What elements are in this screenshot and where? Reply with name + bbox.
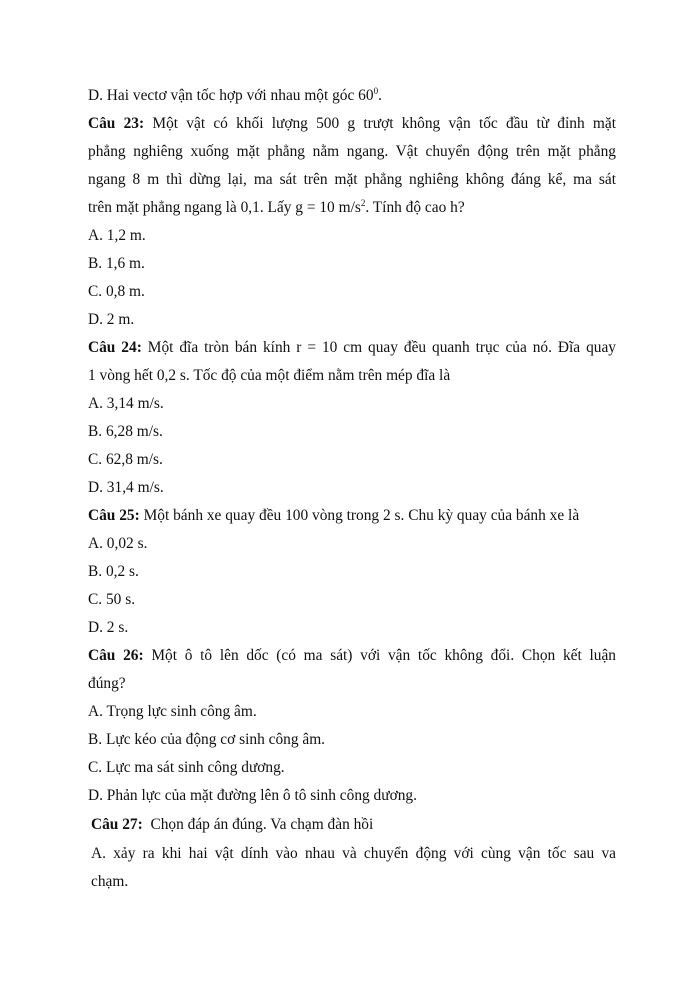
q24-option-c: C. 62,8 m/s. — [88, 451, 163, 468]
question-26-line-2: đúng? — [88, 675, 126, 692]
q26-option-a: A. Trọng lực sinh công âm. — [88, 703, 257, 720]
q24-option-d: D. 31,4 m/s. — [88, 479, 164, 496]
question-24-line-2: 1 vòng hết 0,2 s. Tốc độ của một điểm nằm trên mép đĩa là — [88, 367, 451, 384]
prev-option-d: D. Hai vectơ vận tốc hợp với nhau một góc $60^0$. — [88, 86, 382, 104]
question-23-line-4: trên mặt phẳng ngang là 0,1. Lấy g = 10 $m/s^2$. Tính độ cao h? — [88, 198, 465, 216]
q23-option-c: C. 0,8 m. — [88, 283, 145, 300]
q25-option-a: A. 0,02 s. — [88, 535, 148, 552]
q26-option-d: D. Phản lực của mặt đường lên ô tô sinh công dương. — [88, 787, 417, 804]
question-26-line-1: Câu 26: Một ô tô lên dốc (có ma sát) với vận tốc không đổi. Chọn kết luận — [88, 647, 616, 664]
question-25-label: Câu 25: — [88, 507, 140, 524]
question-24-label: Câu 24: — [88, 339, 142, 356]
question-23-label: Câu 23: — [88, 115, 145, 132]
q24-option-b: B. 6,28 m/s. — [88, 423, 163, 440]
q24-option-a: A. 3,14 m/s. — [88, 395, 164, 412]
q27-option-a-line-1: A. xảy ra khi hai vật dính vào nhau và chuyển động với cùng vận tốc sau va — [91, 845, 616, 862]
q23-option-b: B. 1,6 m. — [88, 255, 145, 272]
question-24-line-1: Câu 24: Một đĩa tròn bán kính r = 10 cm quay đều quanh trục của nó. Đĩa quay — [88, 339, 616, 356]
q25-option-d: D. 2 s. — [88, 619, 129, 636]
question-26-label: Câu 26: — [88, 647, 144, 664]
q27-option-a-line-2: chạm. — [91, 873, 129, 890]
question-27-label: Câu 27: — [91, 816, 143, 833]
q23-option-a: A. 1,2 m. — [88, 227, 146, 244]
q26-option-c: C. Lực ma sát sinh công dương. — [88, 759, 285, 776]
question-23-line-3: ngang 8 m thì dừng lại, ma sát trên mặt phẳng nghiêng không đáng kể, ma sát — [88, 171, 616, 188]
q25-option-c: C. 50 s. — [88, 591, 136, 608]
q23-option-d: D. 2 m. — [88, 311, 135, 328]
q25-option-b: B. 0,2 s. — [88, 563, 139, 580]
q26-option-b: B. Lực kéo của động cơ sinh công âm. — [88, 731, 326, 748]
question-27-line-1: Câu 27: Chọn đáp án đúng. Va chạm đàn hồi — [91, 816, 374, 833]
question-23-line-1: Câu 23: Một vật có khối lượng 500 g trượt không vận tốc đầu từ đỉnh mặt — [88, 115, 616, 132]
question-25-line-1: Câu 25: Một bánh xe quay đều 100 vòng trong 2 s. Chu kỳ quay của bánh xe là — [88, 507, 580, 524]
question-23-line-2: phẳng nghiêng xuống mặt phẳng nằm ngang. Vật chuyển động trên mặt phẳng — [88, 143, 616, 160]
